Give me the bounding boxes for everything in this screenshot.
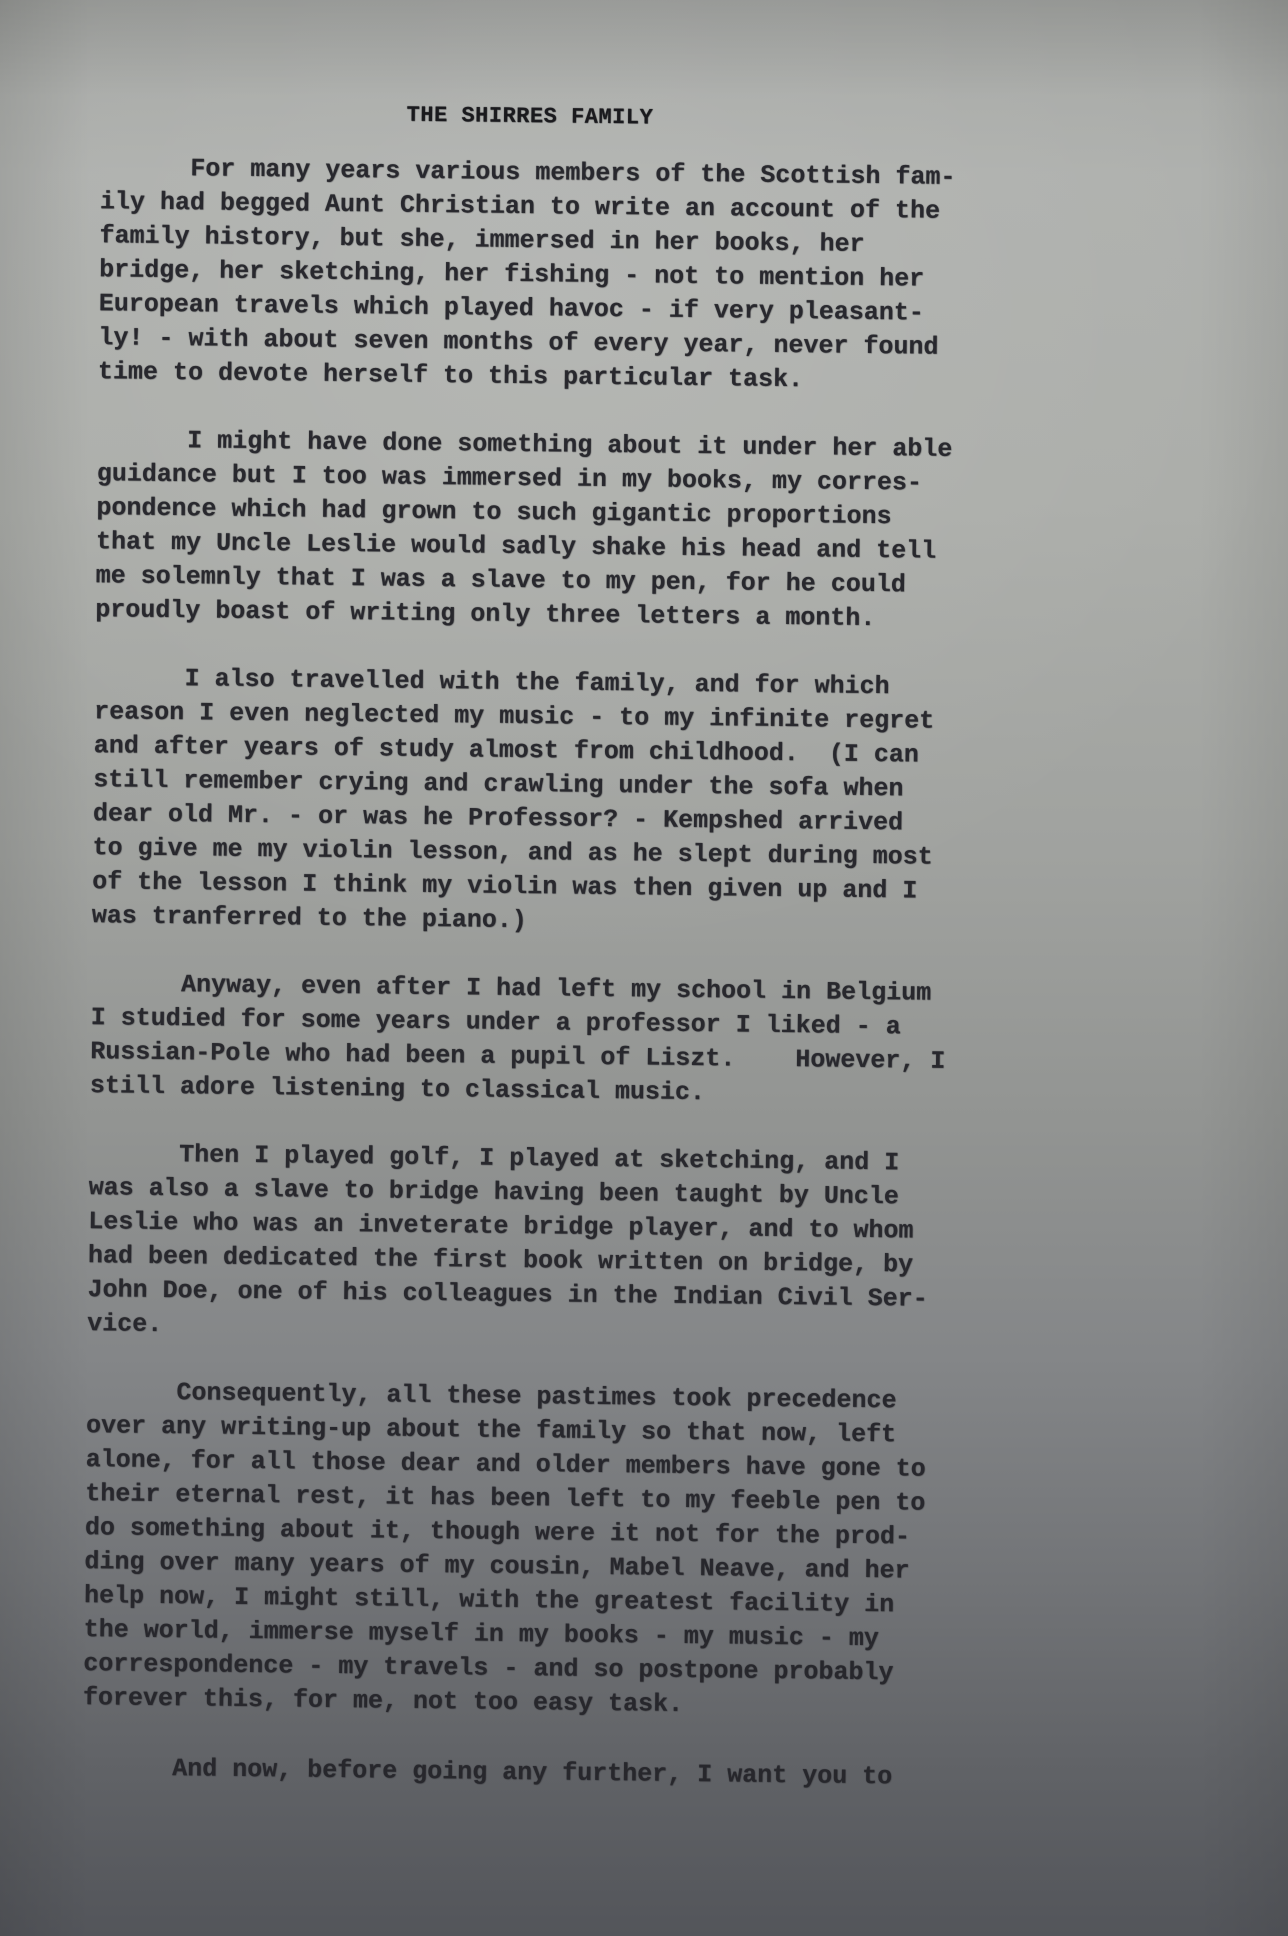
paragraph-3: I also travelled with the family, and for which reason I even neglected my music - to my infinite regret and after years of study almost from childhood. (I can still remember crying and crawling under the sofa when dear old Mr. - or was he Professor? - Kempshed arrived to give me my violin lesson, and as he slept during most of the lesson I think my violin was then given up and I was tranferred to the piano.) — [91, 663, 935, 936]
paragraph-6: Consequently, all these pastimes took precedence over any writing-up about the family so that now, left alone, for all those dear and older members have gone to their eternal rest, it has been left to my feeble pen to do something about it, though were it not for the prod- ding over many years of my cousin, Mabel Neave, and her help now, I might still, with the greatest facility in the world, immerse myself in my books - my music - my correspondence - my travels - and so postpone probably forever this, for me, not too easy task. — [82, 1377, 926, 1719]
paragraph-1: For many years various members of the Scottish fam- ily had begged Aunt Christian to write an account of the family history, but she, immersed in her books, her bridge, her sketching, her fishing - not to mention her European travels which played havoc - if very pleasant- ly! - with about seven months of every year, never found time to devote herself to this particular task. — [97, 153, 956, 395]
page-title: THE SHIRRES FAMILY — [406, 102, 654, 131]
typed-page — [82, 0, 974, 1795]
paragraph-7: And now, before going any further, I want you to — [82, 1753, 893, 1792]
paragraph-5: Then I played golf, I played at sketching, and I was also a slave to bridge having been taught by Uncle Leslie who was an inveterate bridge player, and to whom had been dedicated the first book written on bridge, by John Doe, one of his colleagues in the Indian Civil Ser- vice. — [87, 1139, 928, 1340]
paragraph-2: I might have done something about it under her able guidance but I too was immersed in my books, my corres- pondence which had grown to such gigantic proportions that my Uncle Leslie would sadly shake his head and tell me solemnly that I was a slave to my pen, for he could proudly boast of writing only three letters a month. — [95, 425, 953, 634]
paragraph-4: Anyway, even after I had left my school in Belgium I studied for some years under a professor I liked - a Russian-Pole who had been a pupil of Liszt. However, I still adore listening to classical music. — [89, 969, 946, 1108]
